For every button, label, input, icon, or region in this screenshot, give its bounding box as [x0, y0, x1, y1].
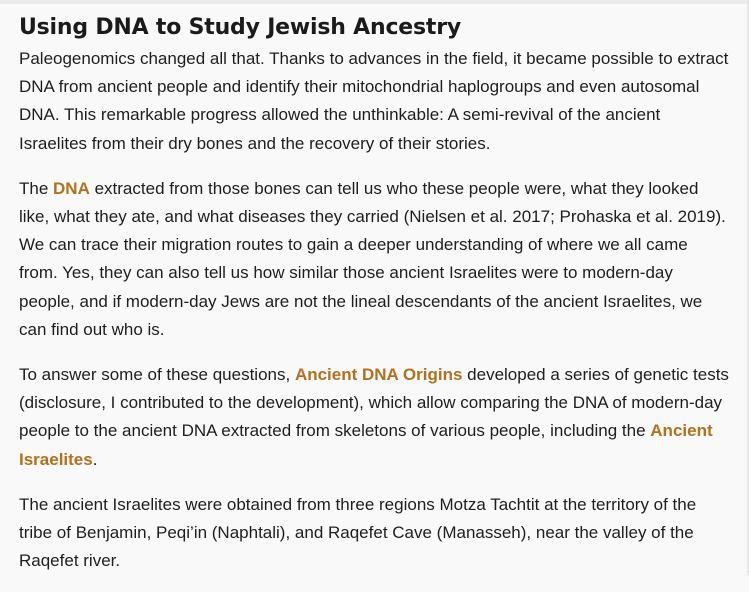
- paragraph-text: developed a series of genetic tests (disclosure, I contributed to the development), which allow comparing the DNA of modern-day people to the ancient DNA extracted from skeletons of various people, including the: [19, 365, 729, 441]
- paragraph-text: extracted from those bones can tell us who these people were, what they looked like, what they ate, and what diseases they carried (Nielsen et al. 2017; Prohaska et al. 2019). We can trace their migration routes to gain a deeper understanding of where we all came from. Yes, they can also tell us how similar those ancient Israelites were to modern-day people, and if modern-day Jews are not the lineal descendants of the ancient Israelites, we can find out who is.: [19, 178, 726, 339]
- paragraph-text: .: [92, 449, 98, 469]
- paragraph-text: To answer some of these questions,: [19, 365, 295, 385]
- article-content: [19, 13, 731, 592]
- top-border: [0, 0, 749, 4]
- ancient-israelites-link[interactable]: Ancient Israelites: [19, 421, 713, 469]
- paragraph-text: The: [19, 178, 54, 198]
- paragraph-paleogenomics: Paleogenomics changed all that. Thanks to advances in the field, it became possible to extract DNA from ancient people and identify their mitochondrial haplogroups and even autosomal DNA. This remarkable progress allowed the unthinkable: A semi-revival of the ancient Israelites from their dry bones and the recovery of their stories.: [19, 49, 729, 153]
- dna-link[interactable]: DNA: [53, 178, 90, 198]
- ancient-dna-origins-link[interactable]: Ancient DNA Origins: [294, 365, 463, 385]
- paragraph-regions: The ancient Israelites were obtained from three regions Motza Tachtit at the territory of the tribe of Benjamin, Peqi’in (Naphtali), and Raqefet Cave (Manasseh), near the valley of the Raqefet river.: [19, 494, 697, 571]
- paragraph-genetic-tests: [19, 361, 731, 474]
- section-heading: Using DNA to Study Jewish Ancestry: [19, 15, 462, 40]
- paragraph-dna-extracted: [19, 175, 731, 344]
